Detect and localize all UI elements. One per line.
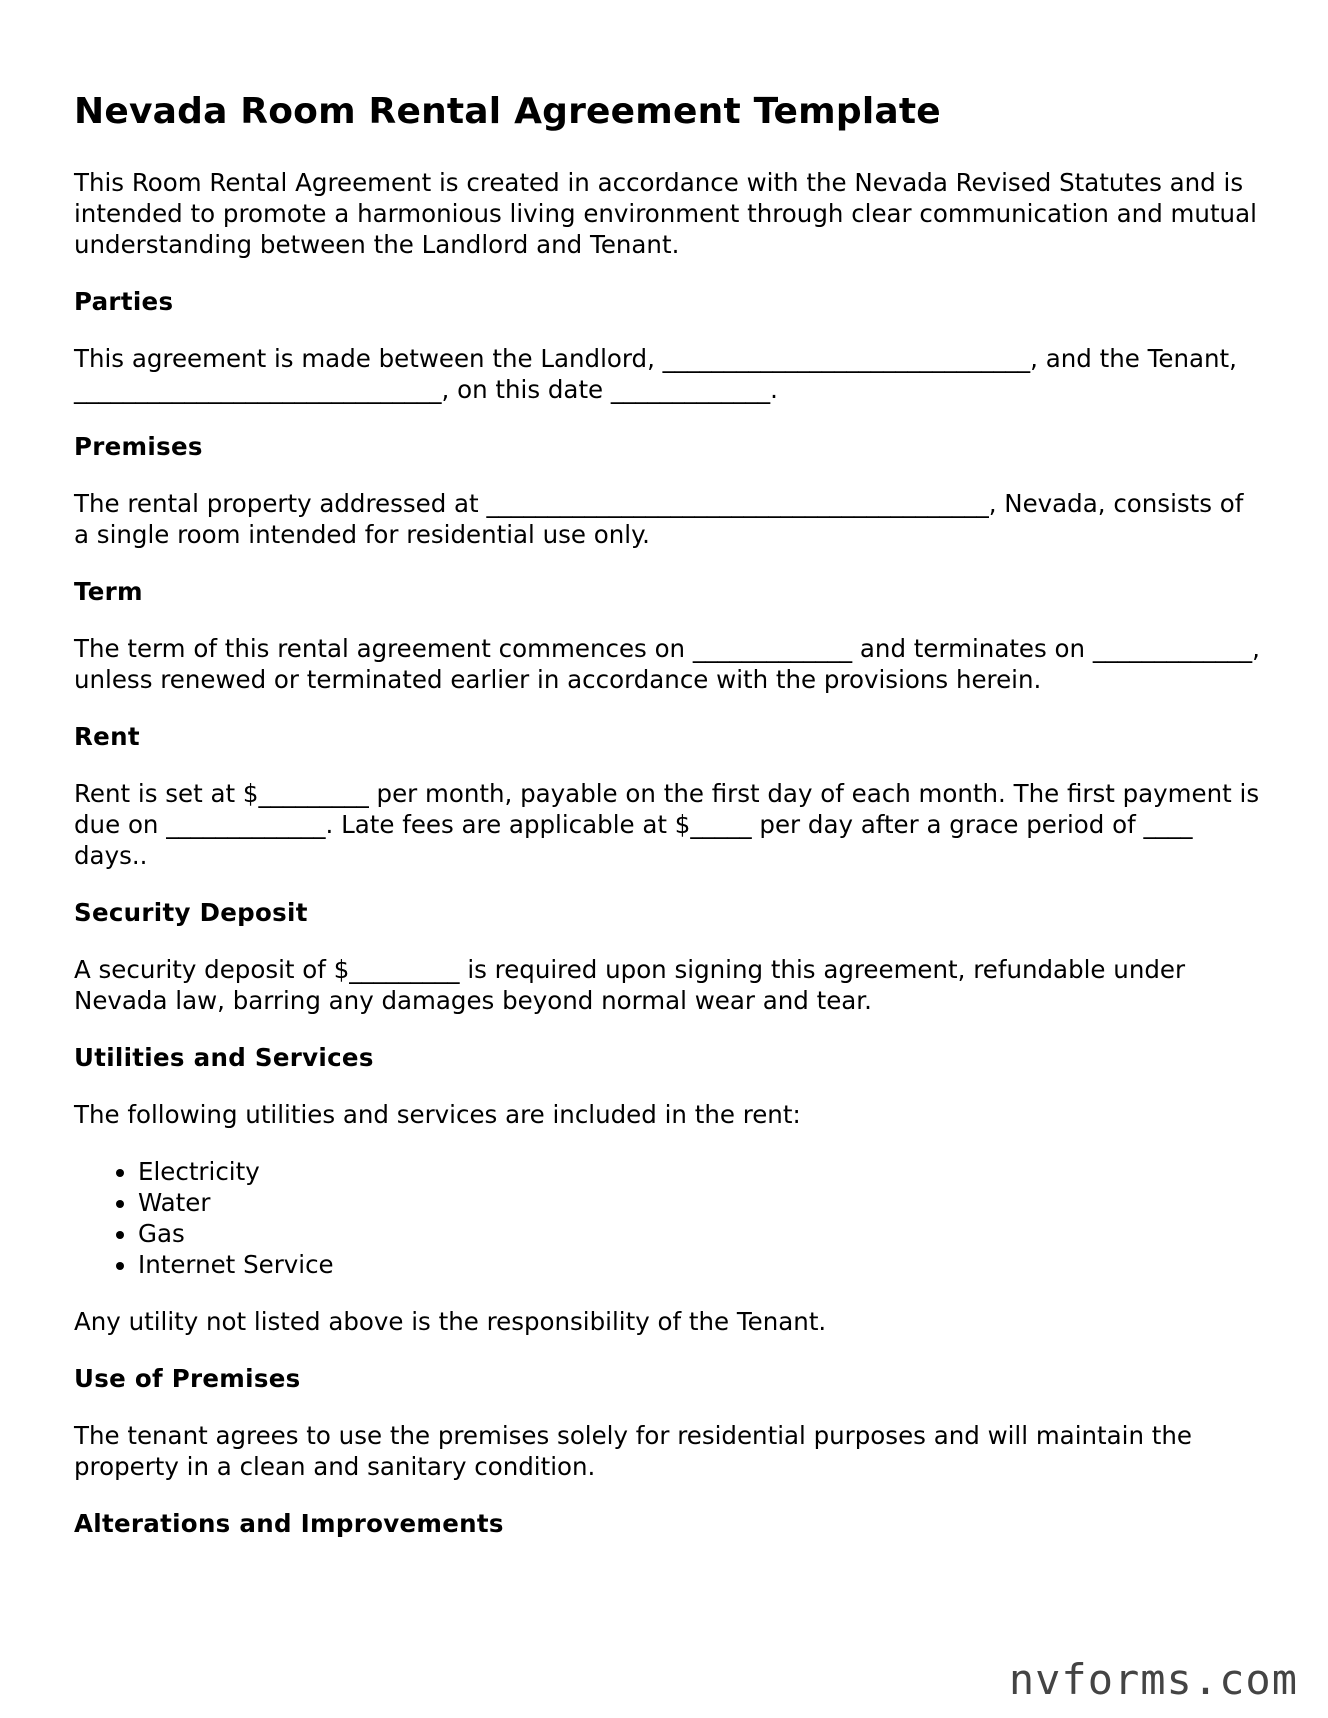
alterations-heading: Alterations and Improvements <box>74 1509 504 1538</box>
intro-paragraph: This Room Rental Agreement is created in accordance with the Nevada Revised Statutes and is intended to promote a harmonious living environment through clear communication and mutual understanding between the Landlord and Tenant. <box>74 168 1257 259</box>
document-title: Nevada Room Rental Agreement Template <box>74 91 941 132</box>
list-item: • Gas <box>138 1218 1264 1249</box>
use-of-premises-text: The tenant agrees to use the premises solely for residential purposes and will maintain the property in a clean and sanitary condition. <box>74 1421 1192 1481</box>
list-item: • Water <box>138 1187 1264 1218</box>
term-text: The term of this rental agreement commences on _____________ and terminates on _____________, unless renewed or terminated earlier in accordance with the provisions herein. <box>74 634 1260 694</box>
security-deposit-heading: Security Deposit <box>74 898 308 927</box>
parties-text: This agreement is made between the Landlord, ______________________________, and the Tenant, ______________________________, on this date _____________. <box>74 344 1237 404</box>
premises-text: The rental property addressed at _________________________________________, Nevada, consists of a single room intended for residential use only. <box>74 489 1244 549</box>
utilities-list <box>74 1156 1264 1280</box>
parties-heading: Parties <box>74 287 174 316</box>
term-heading: Term <box>74 577 143 606</box>
list-item: • Internet Service <box>138 1249 1264 1280</box>
watermark: nvforms.com <box>1008 1655 1298 1704</box>
rent-text: Rent is set at $_________ per month, payable on the first day of each month. The first payment is due on _____________. Late fees are applicable at $_____ per day after a grace period of ____ days.. <box>74 779 1260 870</box>
rent-heading: Rent <box>74 722 140 751</box>
utilities-heading: Utilities and Services <box>74 1043 374 1072</box>
security-deposit-text: A security deposit of $_________ is required upon signing this agreement, refundable under Nevada law, barring any damages beyond normal wear and tear. <box>74 955 1186 1015</box>
list-item: • Electricity <box>138 1156 1264 1187</box>
use-of-premises-heading: Use of Premises <box>74 1364 301 1393</box>
document-page <box>74 90 1264 1565</box>
premises-heading: Premises <box>74 432 203 461</box>
utilities-text: The following utilities and services are included in the rent: <box>74 1100 801 1129</box>
utilities-note: Any utility not listed above is the responsibility of the Tenant. <box>74 1307 827 1336</box>
